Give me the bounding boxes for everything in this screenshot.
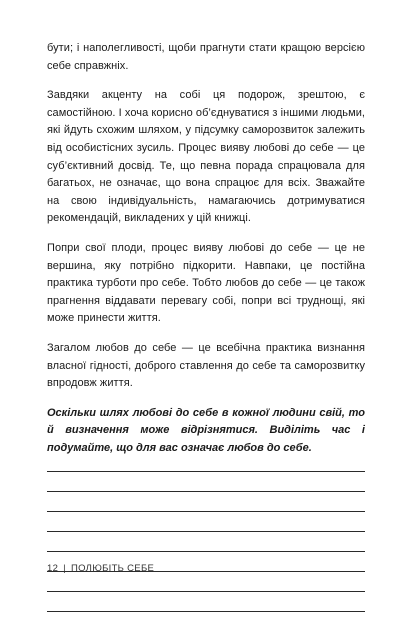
page-number: 12: [47, 563, 59, 574]
running-title: ПОЛЮБІТЬ СЕБЕ: [70, 563, 155, 574]
paragraph-4: Загалом любов до себе — це всебічна практика визнання власної гідності, доброго ставлення до себе та саморозвитку впродовж життя.: [47, 341, 365, 390]
paragraph-3: Попри свої плоди, процес вияву любові до себе — це не вершина, яку потрібно підкорити. Навпаки, це постійна практика турботи про себе. Тобто любов до себе — це також прагнення віддавати перевагу собі, попри всі труднощі, які може принести життя.: [47, 241, 365, 325]
writing-line[interactable]: [47, 471, 365, 472]
writing-line[interactable]: [47, 491, 365, 492]
paragraph-1: бути; і наполегливості, щоби прагнути стати кращою версією себе справжніх.: [47, 42, 365, 72]
writing-line[interactable]: [47, 531, 365, 532]
writing-line[interactable]: [47, 591, 365, 592]
writing-line[interactable]: [47, 511, 365, 512]
paragraph-2: Завдяки акценту на собі ця подорож, зрештою, є самостійною. І хоча корисно об’єднуватися з іншими людьми, які йдуть схожим шляхом, у підсумку саморозвиток залежить від особистісних зусиль. Процес вияву любові до себе — це суб’єктивний досвід. Те, що певна порада спрацювала для багатьох, не означає, що вона спрацює для всіх. Зважайте на свою індивідуальність, намагаючись дотримуватися рекомендацій, викладених у цій книжці.: [47, 89, 365, 225]
page-footer: [47, 563, 154, 574]
footer-separator: |: [63, 563, 66, 574]
page-content: [47, 40, 365, 631]
exercise-prompt: Оскільки шлях любові до себе в кожної людини свій, то й визначення може відрізнятися. Виділіть час і подумайте, що для вас означає любов до себе.: [47, 406, 365, 454]
writing-line[interactable]: [47, 551, 365, 552]
writing-lines: [47, 471, 365, 612]
writing-line[interactable]: [47, 611, 365, 612]
